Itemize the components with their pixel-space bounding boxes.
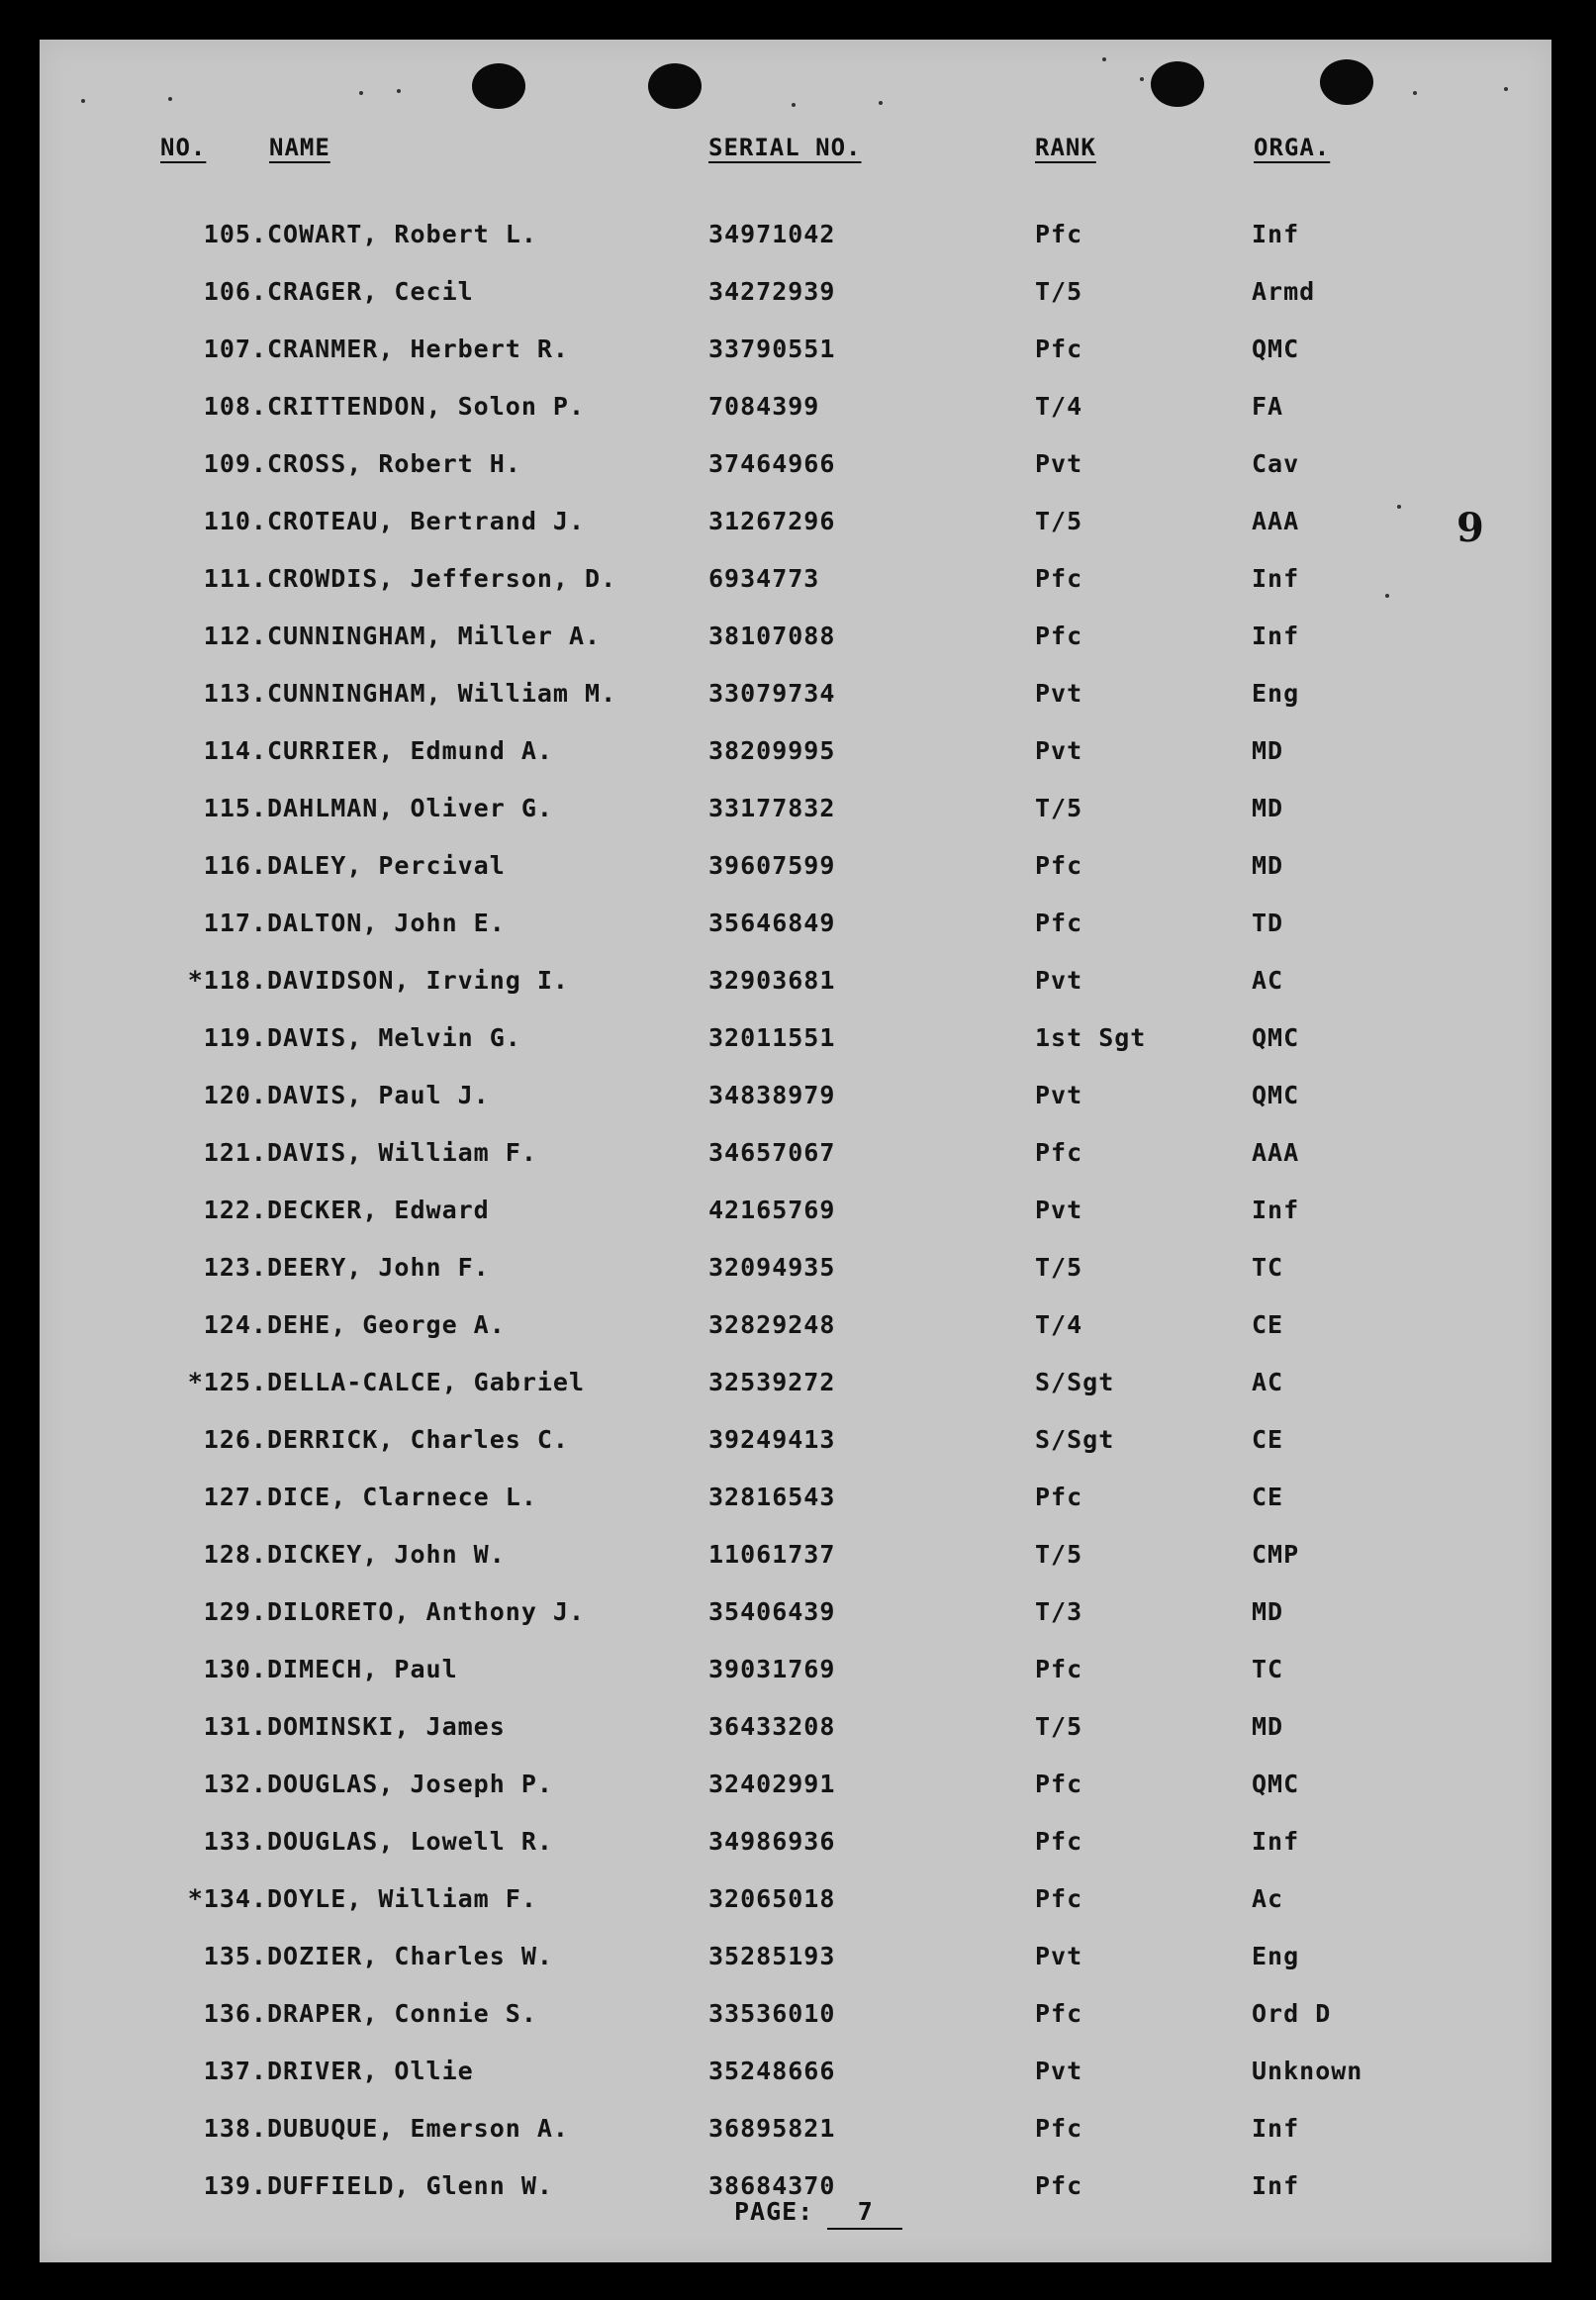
row-serial-number: 34838979 bbox=[708, 1081, 836, 1109]
table-row bbox=[40, 1827, 1551, 1884]
row-number: 130. bbox=[203, 1655, 267, 1683]
table-row bbox=[40, 966, 1551, 1023]
row-serial-number: 36433208 bbox=[708, 1712, 836, 1741]
table-row bbox=[40, 1712, 1551, 1770]
row-organization: Ord D bbox=[1252, 1999, 1332, 2028]
row-name: DELLA-CALCE, Gabriel bbox=[267, 1368, 586, 1396]
row-name: CURRIER, Edmund A. bbox=[267, 736, 553, 765]
row-rank: T/5 bbox=[1035, 1712, 1083, 1741]
speck bbox=[168, 97, 172, 101]
row-organization: Cav bbox=[1252, 449, 1300, 478]
row-rank: T/5 bbox=[1035, 794, 1083, 822]
row-name: DUBUQUE, Emerson A. bbox=[267, 2114, 569, 2143]
speck bbox=[397, 89, 401, 93]
row-number: 126. bbox=[203, 1425, 267, 1454]
margin-page-number: 9 bbox=[1456, 505, 1484, 551]
row-serial-number: 34657067 bbox=[708, 1138, 836, 1167]
table-row bbox=[40, 736, 1551, 794]
row-name: DAVIS, Paul J. bbox=[267, 1081, 490, 1109]
table-row bbox=[40, 507, 1551, 564]
row-serial-number: 34272939 bbox=[708, 277, 836, 306]
row-number: 111. bbox=[203, 564, 267, 593]
table-row bbox=[40, 1310, 1551, 1368]
table-row bbox=[40, 1655, 1551, 1712]
header-no: NO. bbox=[160, 134, 207, 161]
punch-hole-3 bbox=[1151, 61, 1204, 107]
table-row bbox=[40, 220, 1551, 277]
row-rank: Pvt bbox=[1035, 679, 1083, 708]
row-name: DICE, Clarnece L. bbox=[267, 1483, 537, 1511]
row-serial-number: 39249413 bbox=[708, 1425, 836, 1454]
row-rank: 1st Sgt bbox=[1035, 1023, 1147, 1052]
row-rank: T/4 bbox=[1035, 1310, 1083, 1339]
row-number: 129. bbox=[203, 1597, 267, 1626]
row-organization: AAA bbox=[1252, 1138, 1300, 1167]
row-serial-number: 38684370 bbox=[708, 2171, 836, 2200]
row-name: DAVIS, William F. bbox=[267, 1138, 537, 1167]
row-serial-number: 33536010 bbox=[708, 1999, 836, 2028]
row-organization: Eng bbox=[1252, 679, 1300, 708]
row-organization: MD bbox=[1252, 736, 1284, 765]
document-page bbox=[40, 40, 1551, 2262]
row-name: DALEY, Percival bbox=[267, 851, 506, 880]
row-organization: FA bbox=[1252, 392, 1284, 421]
table-row bbox=[40, 1368, 1551, 1425]
row-serial-number: 34971042 bbox=[708, 220, 836, 248]
row-number: 123. bbox=[203, 1253, 267, 1282]
row-name: CRAGER, Cecil bbox=[267, 277, 474, 306]
row-rank: Pvt bbox=[1035, 1942, 1083, 1970]
punch-hole-2 bbox=[648, 63, 702, 109]
row-rank: Pfc bbox=[1035, 1655, 1083, 1683]
row-number: 114. bbox=[203, 736, 267, 765]
row-rank: T/5 bbox=[1035, 507, 1083, 535]
page-footer bbox=[734, 2197, 902, 2230]
row-organization: MD bbox=[1252, 1597, 1284, 1626]
table-row bbox=[40, 1138, 1551, 1196]
row-organization: MD bbox=[1252, 794, 1284, 822]
row-number: 136. bbox=[203, 1999, 267, 2028]
table-row bbox=[40, 1770, 1551, 1827]
row-number: 106. bbox=[203, 277, 267, 306]
row-rank: S/Sgt bbox=[1035, 1425, 1115, 1454]
row-number: 110. bbox=[203, 507, 267, 535]
row-rank: T/4 bbox=[1035, 392, 1083, 421]
row-organization: CE bbox=[1252, 1310, 1284, 1339]
row-organization: Inf bbox=[1252, 2114, 1300, 2143]
row-name: DOMINSKI, James bbox=[267, 1712, 506, 1741]
row-name: CROWDIS, Jefferson, D. bbox=[267, 564, 617, 593]
row-serial-number: 37464966 bbox=[708, 449, 836, 478]
table-row bbox=[40, 622, 1551, 679]
row-rank: T/3 bbox=[1035, 1597, 1083, 1626]
row-number: 116. bbox=[203, 851, 267, 880]
row-organization: QMC bbox=[1252, 1081, 1300, 1109]
table-row bbox=[40, 564, 1551, 622]
row-rank: Pvt bbox=[1035, 1081, 1083, 1109]
row-number: 137. bbox=[203, 2057, 267, 2085]
row-organization: Inf bbox=[1252, 1827, 1300, 1856]
table-row bbox=[40, 1540, 1551, 1597]
row-organization: CMP bbox=[1252, 1540, 1300, 1569]
row-number: 120. bbox=[203, 1081, 267, 1109]
page-label: PAGE: bbox=[734, 2197, 814, 2226]
row-serial-number: 39031769 bbox=[708, 1655, 836, 1683]
row-rank: Pvt bbox=[1035, 2057, 1083, 2085]
speck bbox=[359, 91, 363, 95]
table-row bbox=[40, 1253, 1551, 1310]
row-number: 108. bbox=[203, 392, 267, 421]
row-name: DIMECH, Paul bbox=[267, 1655, 458, 1683]
row-organization: CE bbox=[1252, 1483, 1284, 1511]
row-serial-number: 32402991 bbox=[708, 1770, 836, 1798]
row-rank: Pfc bbox=[1035, 2171, 1083, 2200]
row-organization: Inf bbox=[1252, 1196, 1300, 1224]
row-serial-number: 32065018 bbox=[708, 1884, 836, 1913]
table-row bbox=[40, 335, 1551, 392]
speck bbox=[1102, 57, 1106, 61]
row-name: DOYLE, William F. bbox=[267, 1884, 537, 1913]
table-row bbox=[40, 851, 1551, 909]
page-number-value: 7 bbox=[827, 2197, 902, 2230]
row-organization: Armd bbox=[1252, 277, 1316, 306]
row-name: DOUGLAS, Lowell R. bbox=[267, 1827, 553, 1856]
row-organization: MD bbox=[1252, 851, 1284, 880]
row-serial-number: 33079734 bbox=[708, 679, 836, 708]
row-number: 105. bbox=[203, 220, 267, 248]
row-number: 117. bbox=[203, 909, 267, 937]
row-number: 113. bbox=[203, 679, 267, 708]
punch-hole-1 bbox=[472, 63, 525, 109]
row-organization: AAA bbox=[1252, 507, 1300, 535]
row-organization: Inf bbox=[1252, 564, 1300, 593]
row-name: DOZIER, Charles W. bbox=[267, 1942, 553, 1970]
row-name: CUNNINGHAM, William M. bbox=[267, 679, 617, 708]
row-name: DEERY, John F. bbox=[267, 1253, 490, 1282]
row-organization: TC bbox=[1252, 1655, 1284, 1683]
row-rank: Pvt bbox=[1035, 966, 1083, 995]
row-rank: Pfc bbox=[1035, 1884, 1083, 1913]
table-row bbox=[40, 1483, 1551, 1540]
speck bbox=[1140, 77, 1144, 81]
row-name: DRIVER, Ollie bbox=[267, 2057, 474, 2085]
row-name: DEHE, George A. bbox=[267, 1310, 506, 1339]
row-name: CUNNINGHAM, Miller A. bbox=[267, 622, 602, 650]
row-number: *118. bbox=[187, 966, 267, 995]
column-header-row bbox=[40, 134, 1551, 203]
row-serial-number: 38107088 bbox=[708, 622, 836, 650]
row-number: 128. bbox=[203, 1540, 267, 1569]
table-row bbox=[40, 449, 1551, 507]
row-number: 115. bbox=[203, 794, 267, 822]
row-name: DECKER, Edward bbox=[267, 1196, 490, 1224]
row-organization: QMC bbox=[1252, 335, 1300, 363]
table-row bbox=[40, 1023, 1551, 1081]
row-rank: Pfc bbox=[1035, 909, 1083, 937]
row-name: DAHLMAN, Oliver G. bbox=[267, 794, 553, 822]
row-organization: CE bbox=[1252, 1425, 1284, 1454]
row-name: DUFFIELD, Glenn W. bbox=[267, 2171, 553, 2200]
row-organization: Inf bbox=[1252, 2171, 1300, 2200]
header-serial: SERIAL NO. bbox=[708, 134, 862, 161]
row-serial-number: 38209995 bbox=[708, 736, 836, 765]
row-rank: T/5 bbox=[1035, 277, 1083, 306]
row-serial-number: 32829248 bbox=[708, 1310, 836, 1339]
row-number: 135. bbox=[203, 1942, 267, 1970]
row-number: *134. bbox=[187, 1884, 267, 1913]
row-number: 122. bbox=[203, 1196, 267, 1224]
speck bbox=[1504, 87, 1508, 91]
table-row bbox=[40, 1081, 1551, 1138]
row-rank: Pfc bbox=[1035, 220, 1083, 248]
row-name: DAVIDSON, Irving I. bbox=[267, 966, 569, 995]
speck bbox=[1413, 91, 1417, 95]
row-serial-number: 33790551 bbox=[708, 335, 836, 363]
row-serial-number: 35406439 bbox=[708, 1597, 836, 1626]
row-serial-number: 31267296 bbox=[708, 507, 836, 535]
row-number: 112. bbox=[203, 622, 267, 650]
row-organization: TD bbox=[1252, 909, 1284, 937]
row-number: 107. bbox=[203, 335, 267, 363]
table-row bbox=[40, 909, 1551, 966]
header-name: NAME bbox=[269, 134, 330, 161]
row-rank: Pfc bbox=[1035, 335, 1083, 363]
table-row bbox=[40, 794, 1551, 851]
row-serial-number: 35646849 bbox=[708, 909, 836, 937]
row-name: DICKEY, John W. bbox=[267, 1540, 506, 1569]
table-row bbox=[40, 1884, 1551, 1942]
row-organization: Inf bbox=[1252, 622, 1300, 650]
row-serial-number: 32011551 bbox=[708, 1023, 836, 1052]
row-name: CRITTENDON, Solon P. bbox=[267, 392, 586, 421]
row-name: CROTEAU, Bertrand J. bbox=[267, 507, 586, 535]
header-orga: ORGA. bbox=[1254, 134, 1331, 161]
row-number: 131. bbox=[203, 1712, 267, 1741]
row-name: CRANMER, Herbert R. bbox=[267, 335, 569, 363]
row-serial-number: 42165769 bbox=[708, 1196, 836, 1224]
row-number: 109. bbox=[203, 449, 267, 478]
row-rank: Pfc bbox=[1035, 564, 1083, 593]
row-name: DRAPER, Connie S. bbox=[267, 1999, 537, 2028]
row-organization: TC bbox=[1252, 1253, 1284, 1282]
row-rank: Pfc bbox=[1035, 1483, 1083, 1511]
row-serial-number: 39607599 bbox=[708, 851, 836, 880]
row-serial-number: 32816543 bbox=[708, 1483, 836, 1511]
row-serial-number: 36895821 bbox=[708, 2114, 836, 2143]
row-number: 119. bbox=[203, 1023, 267, 1052]
row-serial-number: 33177832 bbox=[708, 794, 836, 822]
row-number: 127. bbox=[203, 1483, 267, 1511]
speck bbox=[792, 103, 796, 107]
row-serial-number: 35248666 bbox=[708, 2057, 836, 2085]
row-organization: MD bbox=[1252, 1712, 1284, 1741]
row-number: 121. bbox=[203, 1138, 267, 1167]
row-organization: Ac bbox=[1252, 1884, 1284, 1913]
row-name: COWART, Robert L. bbox=[267, 220, 537, 248]
row-number: *125. bbox=[187, 1368, 267, 1396]
row-name: DOUGLAS, Joseph P. bbox=[267, 1770, 553, 1798]
row-rank: Pfc bbox=[1035, 851, 1083, 880]
row-number: 132. bbox=[203, 1770, 267, 1798]
row-name: CROSS, Robert H. bbox=[267, 449, 521, 478]
row-rank: Pfc bbox=[1035, 1138, 1083, 1167]
table-row bbox=[40, 1196, 1551, 1253]
table-row bbox=[40, 1942, 1551, 1999]
row-number: 133. bbox=[203, 1827, 267, 1856]
table-row bbox=[40, 2057, 1551, 2114]
row-organization: QMC bbox=[1252, 1023, 1300, 1052]
row-rank: S/Sgt bbox=[1035, 1368, 1115, 1396]
row-organization: Unknown bbox=[1252, 2057, 1363, 2085]
table-row bbox=[40, 1999, 1551, 2057]
row-rank: Pfc bbox=[1035, 1999, 1083, 2028]
row-serial-number: 34986936 bbox=[708, 1827, 836, 1856]
row-name: DERRICK, Charles C. bbox=[267, 1425, 569, 1454]
row-rank: Pvt bbox=[1035, 1196, 1083, 1224]
row-number: 138. bbox=[203, 2114, 267, 2143]
row-rank: Pvt bbox=[1035, 449, 1083, 478]
row-serial-number: 6934773 bbox=[708, 564, 820, 593]
row-rank: Pvt bbox=[1035, 736, 1083, 765]
row-rank: Pfc bbox=[1035, 1770, 1083, 1798]
table-row bbox=[40, 277, 1551, 335]
punch-hole-4 bbox=[1320, 59, 1373, 105]
row-name: DALTON, John E. bbox=[267, 909, 506, 937]
table-row bbox=[40, 1425, 1551, 1483]
row-number: 124. bbox=[203, 1310, 267, 1339]
row-organization: AC bbox=[1252, 1368, 1284, 1396]
row-serial-number: 35285193 bbox=[708, 1942, 836, 1970]
row-serial-number: 32903681 bbox=[708, 966, 836, 995]
row-rank: Pfc bbox=[1035, 2114, 1083, 2143]
row-serial-number: 11061737 bbox=[708, 1540, 836, 1569]
speck bbox=[879, 101, 883, 105]
row-rank: T/5 bbox=[1035, 1253, 1083, 1282]
row-serial-number: 32094935 bbox=[708, 1253, 836, 1282]
row-rank: Pfc bbox=[1035, 622, 1083, 650]
table-row bbox=[40, 679, 1551, 736]
row-name: DAVIS, Melvin G. bbox=[267, 1023, 521, 1052]
speck bbox=[81, 99, 85, 103]
row-organization: Inf bbox=[1252, 220, 1300, 248]
header-rank: RANK bbox=[1035, 134, 1096, 161]
table-row bbox=[40, 392, 1551, 449]
row-serial-number: 32539272 bbox=[708, 1368, 836, 1396]
row-number: 139. bbox=[203, 2171, 267, 2200]
row-rank: T/5 bbox=[1035, 1540, 1083, 1569]
row-name: DILORETO, Anthony J. bbox=[267, 1597, 586, 1626]
table-row bbox=[40, 2114, 1551, 2171]
row-organization: Eng bbox=[1252, 1942, 1300, 1970]
row-organization: AC bbox=[1252, 966, 1284, 995]
row-rank: Pfc bbox=[1035, 1827, 1083, 1856]
row-serial-number: 7084399 bbox=[708, 392, 820, 421]
row-organization: QMC bbox=[1252, 1770, 1300, 1798]
table-row bbox=[40, 1597, 1551, 1655]
